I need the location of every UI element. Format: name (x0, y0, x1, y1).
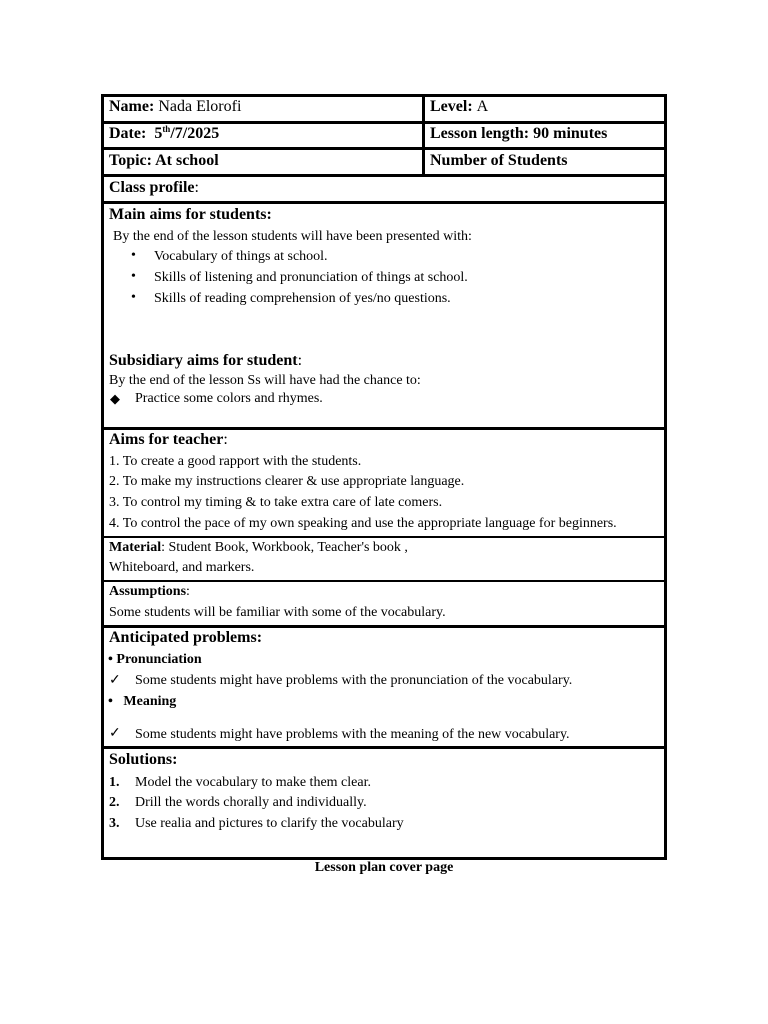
bullet-icon: • (131, 248, 136, 263)
row-line (101, 427, 667, 430)
teacher-aim-item: 3. To control my timing & to take extra care of late comers. (109, 495, 443, 510)
bullet-icon: • (131, 269, 136, 284)
problem-text: Some students might have problems with the meaning of the new vocabulary. (135, 727, 570, 742)
row-line (101, 201, 667, 204)
row-line (101, 174, 667, 177)
topic-field: Topic: At school (109, 152, 219, 169)
level-field: Level: A (430, 98, 489, 115)
solution-number: 1. (109, 775, 120, 790)
teacher-aim-item: 1. To create a good rapport with the students. (109, 454, 362, 469)
main-aims-title: Main aims for students: (109, 206, 272, 223)
class-profile-field: Class profile: (109, 179, 199, 196)
subsidiary-aims-intro: By the end of the lesson Ss will have had the chance to: (109, 373, 421, 388)
row-line (101, 121, 667, 124)
assumptions-label: Assumptions: (109, 584, 190, 599)
material-line: Material: Student Book, Workbook, Teacher's book , (109, 540, 408, 555)
name-field: Name: Nada Elorofi (109, 98, 242, 115)
row-line (101, 536, 667, 538)
name-value: Nada Elorofi (158, 98, 242, 115)
main-aim-item: Vocabulary of things at school. (154, 249, 328, 264)
main-aim-item: Skills of listening and pronunciation of things at school. (154, 270, 468, 285)
date-field: Date: 5th/7/2025 (109, 124, 220, 142)
diamond-bullet-icon: ◆ (110, 391, 120, 406)
main-aim-item: Skills of reading comprehension of yes/no questions. (154, 291, 451, 306)
solution-item: Drill the words chorally and individually. (135, 795, 367, 810)
page-caption: Lesson plan cover page (314, 860, 454, 875)
teacher-aim-item: 2. To make my instructions clearer & use appropriate language. (109, 474, 465, 489)
solution-number: 2. (109, 795, 120, 810)
solution-item: Model the vocabulary to make them clear. (135, 775, 371, 790)
bullet-icon: • (131, 290, 136, 305)
teacher-aims-title: Aims for teacher: (109, 431, 228, 448)
subsidiary-aim-item: Practice some colors and rhymes. (135, 391, 323, 406)
check-icon: ✓ (109, 726, 121, 741)
pronunciation-label: • Pronunciation (108, 652, 202, 667)
subsidiary-aims-title: Subsidiary aims for student: (109, 352, 303, 369)
column-divider (422, 94, 425, 176)
teacher-aim-item: 4. To control the pace of my own speaking and use the appropriate language for beginners. (109, 516, 617, 531)
row-line (101, 625, 667, 628)
solution-item: Use realia and pictures to clarify the vocabulary (135, 816, 404, 831)
material-line-2: Whiteboard, and markers. (109, 560, 255, 575)
check-icon: ✓ (109, 673, 121, 688)
solutions-title: Solutions: (109, 751, 178, 768)
problem-text: Some students might have problems with the pronunciation of the vocabulary. (135, 673, 573, 688)
border-top (101, 94, 667, 97)
meaning-label: • Meaning (108, 694, 177, 709)
solution-number: 3. (109, 816, 120, 831)
anticipated-problems-title: Anticipated problems: (109, 629, 263, 646)
main-aims-intro: By the end of the lesson students will have been presented with: (113, 229, 472, 244)
lesson-length-field: Lesson length: 90 minutes (430, 125, 608, 142)
row-line (101, 580, 667, 582)
lesson-plan-table (101, 94, 667, 860)
number-of-students-field: Number of Students (430, 152, 568, 169)
row-line (101, 746, 667, 749)
row-line (101, 147, 667, 150)
level-value: A (476, 98, 489, 115)
assumptions-text: Some students will be familiar with some of the vocabulary. (109, 605, 446, 620)
